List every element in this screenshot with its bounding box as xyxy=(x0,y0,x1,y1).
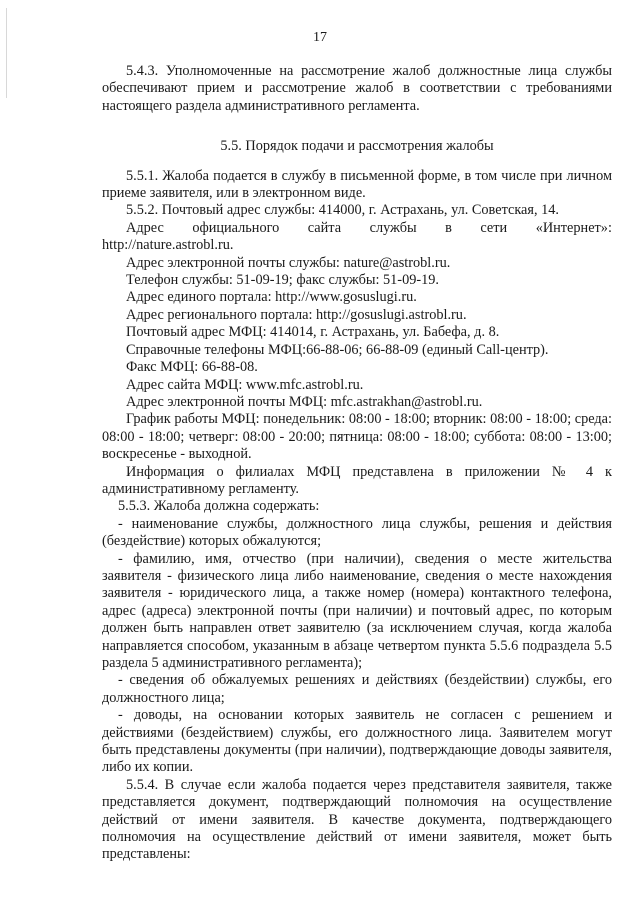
mfc-fax: Факс МФЦ: 66-88-08. xyxy=(126,359,258,376)
service-phone: Телефон службы: 51-09-19; факс службы: 51-09-19. xyxy=(126,272,440,289)
paragraph-5-5-4: 5.5.4. В случае если жалоба подается через представителя заявителя, также представляется документ, подтверждающий полномочия на осуществление действий от имени заявителя. В качестве документа, подтверждающего полномочия на осуществление действий от имени заявителя, может быть представлены: xyxy=(102,776,612,863)
paragraph-5-5-1: 5.5.1. Жалоба подается в службу в письменной форме, в том числе при личном приеме заявителя, или в электронном виде. xyxy=(102,167,612,202)
requirement-item-2: - фамилию, имя, отчество (при наличии), сведения о месте жительства заявителя - физического лица либо наименование, сведения о месте нахождения заявителя - юридического лица, а также номер (номера) контактного телефона, адрес (адреса) электронной почты (при наличии) и почтовый адрес, по которым должен быть направлен ответ заявителю (за исключением случая, когда жалоба направляется способом, указанным в абзаце четвертом пункта 5.5.6 подраздела 5.5 раздела 5 административного регламента); xyxy=(102,550,612,671)
mfc-postal-address: Почтовый адрес МФЦ: 414014, г. Астрахань, ул. Бабефа, д. 8. xyxy=(126,324,500,341)
site-word: сайта xyxy=(307,219,342,236)
site-word: службы xyxy=(369,219,417,236)
single-portal-address: Адрес единого портала: http://www.gosuslugi.ru. xyxy=(126,289,417,306)
site-word: сети xyxy=(480,219,508,236)
mfc-site: Адрес сайта МФЦ: www.mfc.astrobl.ru. xyxy=(126,376,364,393)
requirement-item-4: - доводы, на основании которых заявитель не согласен с решением и действиями (бездействием) службы, его должностного лица. Заявителем могут быть представлены документы (при наличии), подтверждающие доводы заявителя, либо их копии. xyxy=(102,707,612,776)
site-word: Адрес xyxy=(126,219,164,236)
site-word: в xyxy=(445,219,452,236)
mfc-branches-info: Информация о филиалах МФЦ представлена в приложении № 4 к административному регламенту. xyxy=(102,463,612,497)
regional-portal-address: Адрес регионального портала: http://gosuslugi.astrobl.ru. xyxy=(126,306,467,323)
document-body xyxy=(102,63,612,864)
page-number: 17 xyxy=(313,30,327,45)
service-email: Адрес электронной почты службы: nature@astrobl.ru. xyxy=(126,254,451,271)
site-url: http://nature.astrobl.ru. xyxy=(102,237,234,254)
site-address-line xyxy=(102,220,612,237)
paragraph-5-5-3: 5.5.3. Жалоба должна содержать: xyxy=(118,498,320,515)
mfc-phones: Справочные телефоны МФЦ:66-88-06; 66-88-09 (единый Call-центр). xyxy=(126,341,549,358)
mfc-schedule: График работы МФЦ: понедельник: 08:00 - 18:00; вторник: 08:00 - 18:00; среда: 08:00 - 18:00; четверг: 08:00 - 20:00; пятница: 08:00 - 18:00; суббота: 08:00 - 13:00; воскресенье - выходной. xyxy=(102,411,612,463)
section-heading-5-5: 5.5. Порядок подачи и рассмотрения жалобы xyxy=(220,138,494,155)
requirement-item-1: - наименование службы, должностного лица службы, решения и действия (бездействие) которых обжалуются; xyxy=(102,515,612,550)
paragraph-5-4-3: 5.4.3. Уполномоченные на рассмотрение жалоб должностные лица службы обеспечивают прием и рассмотрение жалоб в соответствии с требованиями настоящего раздела административного регламента. xyxy=(102,63,612,114)
scan-margin-line xyxy=(6,8,7,98)
site-word: официального xyxy=(192,219,280,236)
paragraph-5-5-2: 5.5.2. Почтовый адрес службы: 414000, г. Астрахань, ул. Советская, 14. xyxy=(126,202,560,219)
site-word: «Интернет»: xyxy=(535,219,612,236)
requirement-item-3: - сведения об обжалуемых решениях и действиях (бездействии) службы, его должностного лица; xyxy=(102,672,612,706)
mfc-email: Адрес электронной почты МФЦ: mfc.astrakhan@astrobl.ru. xyxy=(126,393,483,410)
